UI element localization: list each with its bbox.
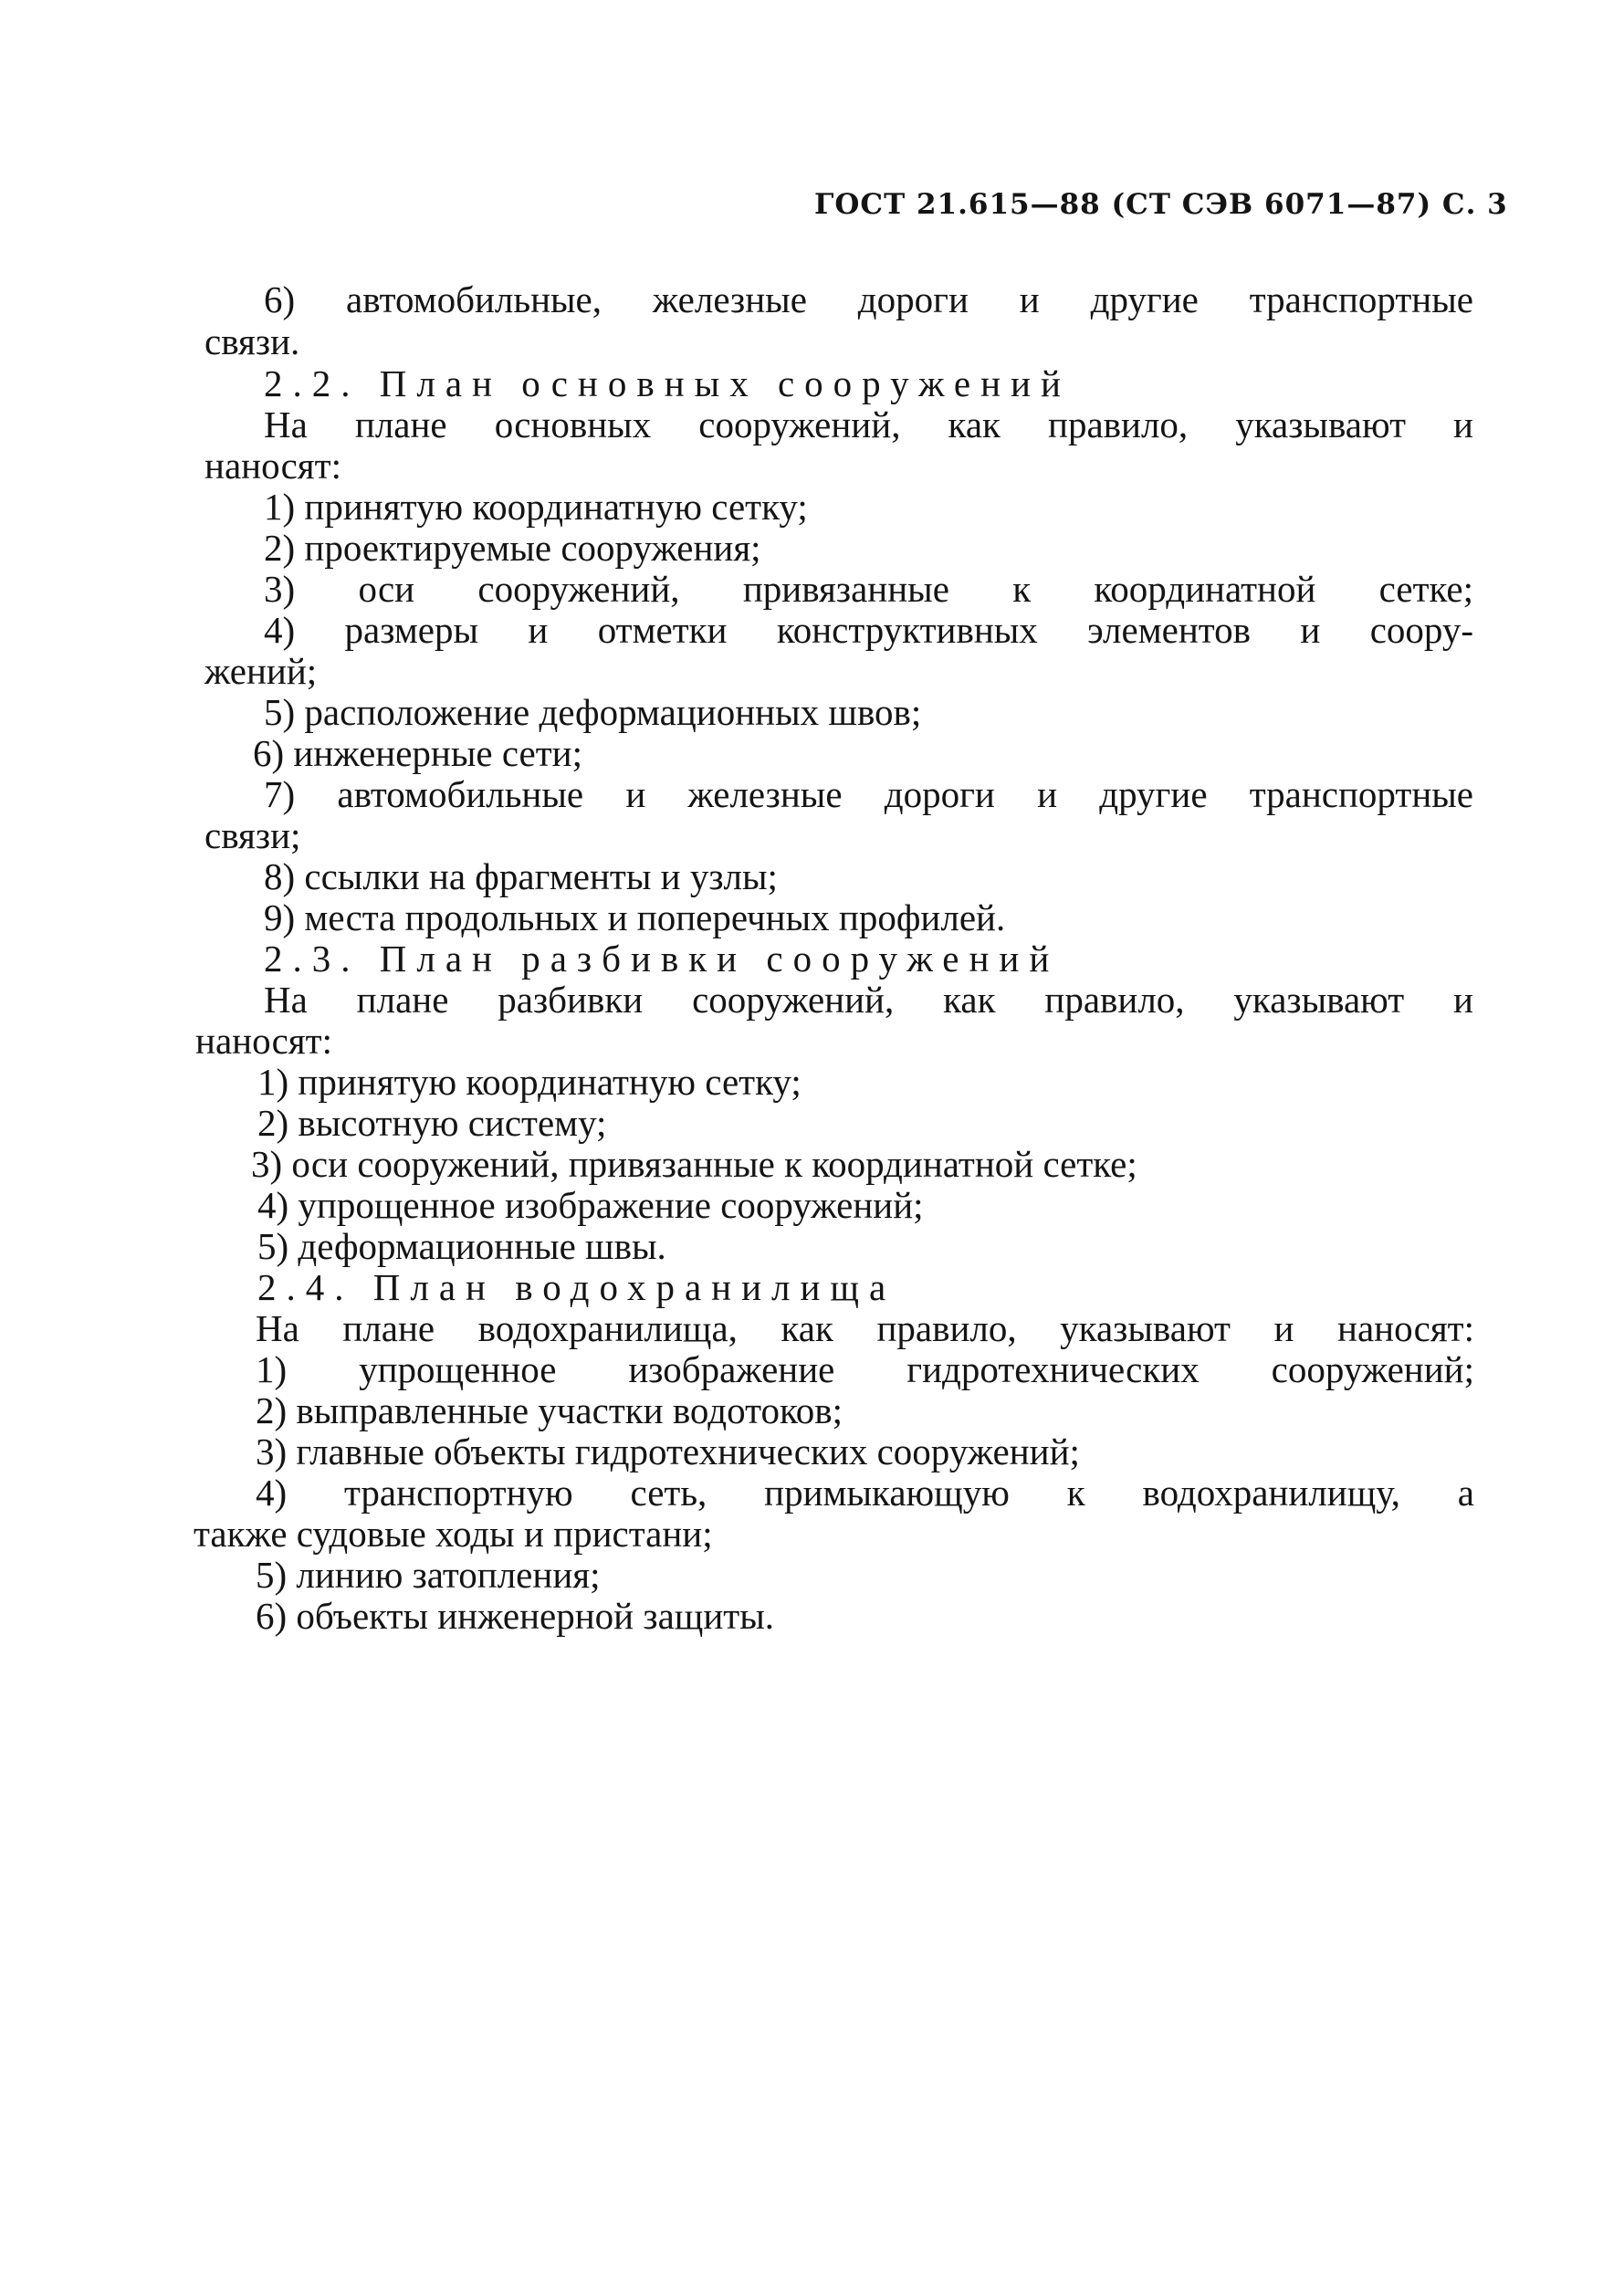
section-heading: 2.3. План разбивки сооружений [264, 938, 1060, 980]
text-line: наносят: [204, 445, 341, 487]
list-item: 1) упрощенное изображение гидротехнических сооружений; [256, 1348, 1474, 1390]
text-line: связи; [204, 814, 301, 856]
list-item: 4) размеры и отметки конструктивных элементов и соору- [264, 609, 1473, 651]
list-item: 5) деформационные швы. [257, 1225, 666, 1267]
list-item: 6) инженерные сети; [253, 732, 582, 774]
list-item: 1) принятую координатную сетку; [264, 486, 808, 528]
section-heading: 2.2. План основных сооружений [264, 362, 1071, 404]
list-item: 9) места продольных и поперечных профилей. [264, 896, 1006, 938]
list-item: 4) транспортную сеть, примыкающую к водохранилищу, а [256, 1472, 1474, 1514]
list-item: 1) принятую координатную сетку; [257, 1061, 802, 1103]
list-item: 6) объекты инженерной защиты. [256, 1595, 774, 1637]
list-item: 8) ссылки на фрагменты и узлы; [264, 855, 778, 897]
list-item: 2) проектируемые сооружения; [264, 527, 761, 569]
text-line: На плане водохранилища, как правило, указывают и наносят: [256, 1307, 1474, 1349]
text-line: связи. [204, 320, 300, 362]
text-line: На плане разбивки сооружений, как правило, указывают и [264, 979, 1473, 1021]
list-item: 3) главные объекты гидротехнических сооружений; [256, 1430, 1080, 1472]
text-line: также судовые ходы и пристани; [194, 1513, 713, 1555]
list-item: 3) оси сооружений, привязанные к координатной сетке; [251, 1143, 1137, 1185]
list-item: 5) расположение деформационных швов; [264, 691, 922, 733]
text-line: наносят: [195, 1020, 332, 1062]
text-line: 6) автомобильные, железные дороги и другие транспортные [264, 278, 1473, 320]
section-heading: 2.4. План водохранилища [257, 1266, 896, 1308]
list-item: 5) линию затопления; [256, 1554, 601, 1596]
text-line: На плане основных сооружений, как правило, указывают и [264, 403, 1473, 445]
running-header: ГОСТ 21.615—88 (СТ СЭВ 6071—87) С. 3 [814, 188, 1508, 221]
list-item: 4) упрощенное изображение сооружений; [257, 1184, 924, 1226]
text-line: жений; [204, 650, 318, 692]
list-item: 7) автомобильные и железные дороги и другие транспортные [264, 773, 1473, 815]
list-item: 3) оси сооружений, привязанные к координатной сетке; [264, 568, 1473, 610]
list-item: 2) высотную систему; [257, 1102, 607, 1144]
list-item: 2) выправленные участки водотоков; [256, 1389, 843, 1431]
